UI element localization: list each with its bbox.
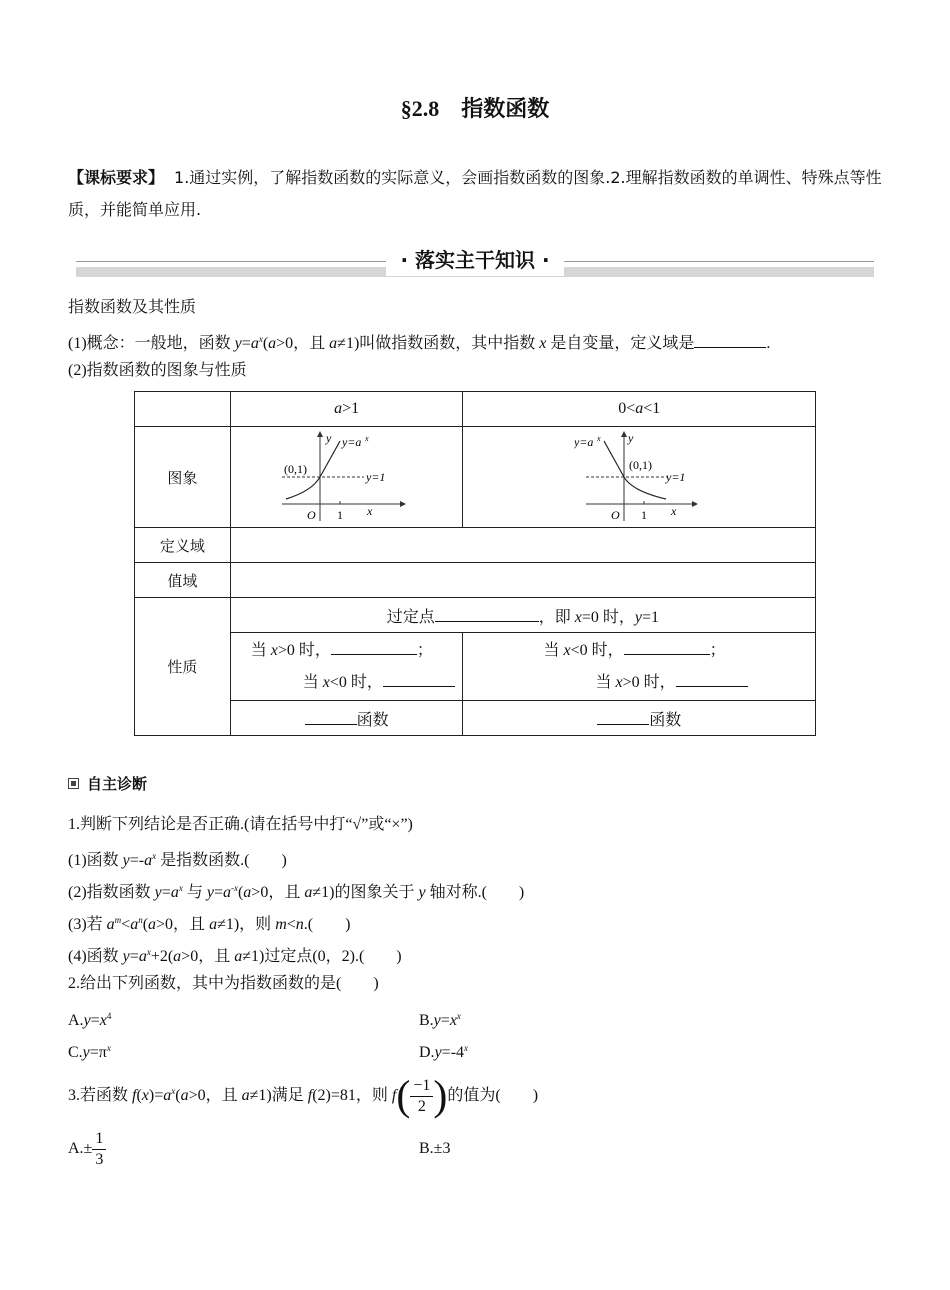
left-blank-a[interactable]	[331, 638, 417, 655]
props-right-cell: 当 x<0 时， ； 当 x>0 时，	[463, 633, 816, 701]
requirement-text: 1.通过实例，了解指数函数的实际意义，会画指数函数的图象.2.理解指数函数的单调性、特殊点等性质，并能简单应用.	[68, 168, 882, 219]
option-3b[interactable]: B.±3	[419, 1140, 451, 1157]
page-title	[0, 92, 950, 123]
option-2a[interactable]: $A.y=x^4$	[68, 1011, 112, 1029]
svg-text:(0,1): (0,1)	[283, 462, 307, 476]
question-1-2: (2)指数函数 $y=a^x$ 与 $y=a^{-x}(a>0$，且 a≠1)的图象关于 y 轴对称.( )	[68, 883, 525, 901]
header-a-gt-1: a>1	[230, 392, 463, 427]
svg-text:(0,1): (0,1)	[629, 458, 653, 472]
domain-cell[interactable]	[230, 528, 815, 563]
section-heading: 自主诊断	[68, 773, 147, 795]
question-1: 1.判断下列结论是否正确.(请在括号中打“√”或“×”)	[68, 816, 413, 833]
banner-title: · 落实主干知识 ·	[386, 244, 564, 276]
svg-text:y=1: y=1	[365, 470, 386, 484]
svg-text:y=a: y=a	[341, 435, 362, 449]
section-square-icon	[68, 778, 79, 789]
row-label-props: 性质	[135, 598, 231, 736]
option-2b[interactable]: $B.y=x^x$	[419, 1011, 461, 1029]
monotonic-left-blank[interactable]	[305, 708, 357, 725]
properties-table	[134, 391, 816, 736]
svg-text:y: y	[325, 431, 331, 445]
monotonic-left-cell: 函数	[230, 701, 463, 736]
section-number: §2.8	[400, 96, 440, 121]
svg-text:y=1: y=1	[666, 470, 686, 484]
table-corner	[135, 392, 231, 427]
fraction-one-third: $\frac{1}{3}$	[92, 1129, 106, 1170]
section-banner	[76, 244, 874, 280]
right-blank-a[interactable]	[624, 638, 710, 655]
question-1-3: (3)若 $a^m<a^n(a>0$，且 a≠1)，则 m<n.( )	[68, 915, 351, 933]
graph-increasing	[282, 429, 412, 525]
fraction-neg-half: $\frac{-1}{2}$	[410, 1076, 433, 1117]
question-2: 2.给出下列函数，其中为指数函数的是( )	[68, 975, 379, 992]
svg-text:y: y	[628, 431, 634, 445]
svg-text:x: x	[366, 504, 372, 518]
right-blank-b[interactable]	[676, 670, 748, 687]
svg-text:x: x	[364, 434, 369, 443]
svg-text:O: O	[306, 508, 316, 522]
graph-heading: (2)指数函数的图象与性质	[68, 362, 247, 379]
monotonic-right-blank[interactable]	[597, 708, 649, 725]
question-1-1: (1)函数 $y=-a^x$ 是指数函数.( )	[68, 851, 287, 869]
curriculum-requirement	[68, 162, 883, 226]
option-3a[interactable]: A.± $\frac{1}{3}$	[68, 1125, 106, 1173]
graph-decreasing-cell	[463, 427, 816, 528]
question-3: 3.若函数 $f(x)=a^x(a>0$，且 a≠1)满足 f(2)=81，则 f( $\frac{-1}{2}$ )的值为( )	[68, 1073, 539, 1120]
header-a-lt-1: 0<a<1	[463, 392, 816, 427]
option-2d[interactable]: $D.y=-4^x$	[419, 1043, 469, 1061]
domain-blank[interactable]	[694, 331, 766, 348]
monotonic-right-cell: 函数	[463, 701, 816, 736]
svg-text:x: x	[597, 434, 601, 443]
option-2c[interactable]: $C.y=\pi^x$	[68, 1043, 111, 1061]
svg-text:y=a: y=a	[574, 435, 594, 449]
left-blank-b[interactable]	[383, 670, 455, 687]
range-cell[interactable]	[230, 563, 815, 598]
requirement-tag: 【课标要求】	[68, 168, 165, 187]
title-text: 指数函数	[461, 97, 550, 122]
graph-decreasing	[574, 429, 704, 525]
fixed-point-blank[interactable]	[435, 605, 539, 622]
props-left-cell: 当 x>0 时， ； 当 x<0 时，	[230, 633, 463, 701]
fixed-point-cell: 过定点 ，即 x=0 时，y=1	[230, 598, 815, 633]
concept-line: (1)概念：一般地，函数 $y=a^x(a>0$，且 a≠1)叫做指数函数，其中指数 x 是自变量，定义域是 .	[68, 328, 770, 355]
row-label-graph: 图象	[135, 427, 231, 528]
question-1-4: (4)函数 $y=a^x+2(a>0$，且 a≠1)过定点(0，2).( )	[68, 947, 402, 965]
row-label-range: 值域	[135, 563, 231, 598]
graph-increasing-cell	[230, 427, 463, 528]
svg-text:1: 1	[336, 508, 343, 522]
svg-text:x: x	[671, 504, 677, 518]
knowledge-heading: 指数函数及其性质	[68, 299, 197, 316]
svg-text:1: 1	[641, 508, 648, 522]
row-label-domain: 定义域	[135, 528, 231, 563]
svg-text:O: O	[611, 508, 620, 522]
